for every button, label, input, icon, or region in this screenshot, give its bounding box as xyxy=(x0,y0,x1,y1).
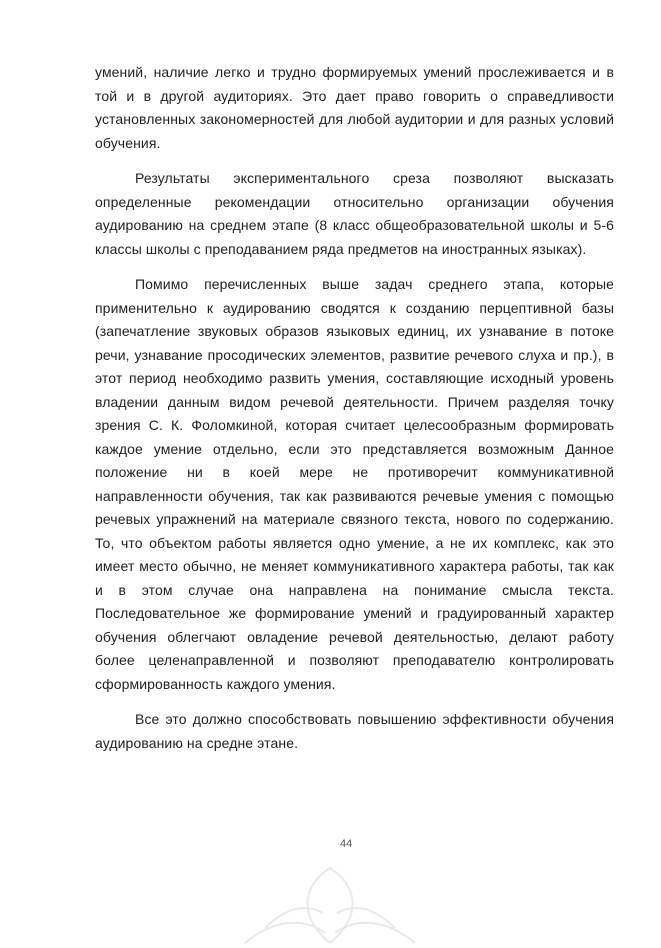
paragraph-1: умений, наличие легко и трудно формируемых умений прослеживается и в той и в другой аудиториях. Это дает право говорить о справедливости установленных закономерностей для любой аудитории и для разных условий обучения. xyxy=(95,64,614,151)
paragraph-3: Помимо перечисленных выше задач среднего этапа, которые применительно к аудированию сводятся к созданию перцептивной базы (запечатление звуковых образов языковых единиц, их узнавание в потоке речи, узнавание просодических элементов, развитие речевого слуха и пр.), в этот период необходимо развить умения, составляющие исходный уровень владении данным видом речевой деятельности. Причем разделяя точку зрения С. К. Фоломкиной, которая считает целесообразным формировать каждое умение отдельно, если это представляется возможным Данное положение ни в коей мере не противоречит коммуникативной направленности обучения, так как развиваются речевые умения с помощью речевых упражнений на материале связного текста, нового по содержанию. То, что объектом работы является одно умение, а не их комплекс, как это имеет место обычно, не меняет коммуникативного характера работы, так как и в этом случае она направлена на понимание смысла текста. Последовательное же формирование умений и градуированный характер обучения облегчают овладение речевой деятельностью, делают работу более целенаправленной и позволяют преподавателю контролировать сформированность каждого умения. xyxy=(95,276,614,692)
paragraph-2: Результаты экспериментального среза позволяют высказать определенные рекомендации относительно организации обучения аудированию на среднем этапе (8 класс общеобразовательной школы и 5-6 классы школы с преподаванием ряда предметов на иностранных языках). xyxy=(95,170,614,257)
body-text xyxy=(95,61,614,767)
page-number: 44 xyxy=(340,838,353,850)
paragraph-4: Все это должно способствовать повышению эффективности обучения аудированию на средне этане. xyxy=(95,711,614,751)
